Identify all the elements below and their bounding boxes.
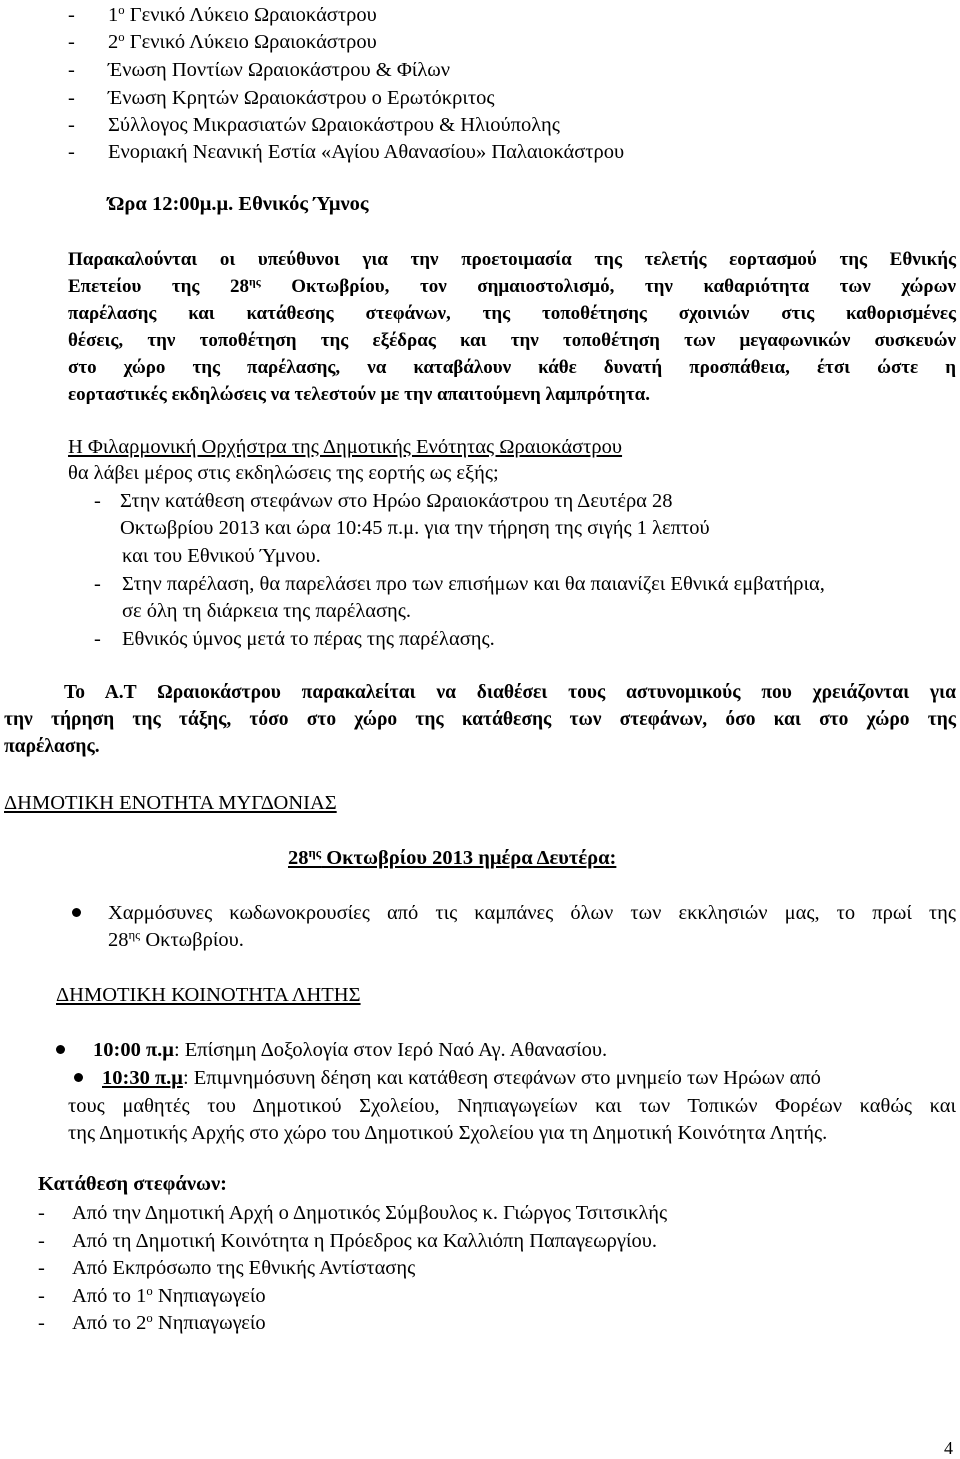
list-item: - Από την Δημοτική Αρχή ο Δημοτικός Σύμβουλος κ. Γιώργος Τσιτσικλής	[38, 1202, 668, 1224]
list-item: - Από τη Δημοτική Κοινότητα η Πρόεδρος κα Καλλιόπη Παπαγεωργίου.	[38, 1230, 657, 1252]
mygdonia-heading: ΔΗΜΟΤΙΚΗ ΕΝΟΤΗΤΑ ΜΥΓΔΟΝΙΑΣ	[4, 792, 337, 814]
list-item: - Από Εκπρόσωπο της Εθνικής Αντίστασης	[38, 1257, 416, 1279]
bullet-icon	[74, 1073, 83, 1082]
litis-item: 10:30 π.μ: Επιμνημόσυνη δέηση και κατάθεση στεφάνων στο μνημείο των Ηρώων από	[102, 1067, 821, 1089]
list-item: - Από το $1^o$ Νηπιαγωγείο	[38, 1284, 266, 1307]
orchestra-heading: Η Φιλαρμονική Ορχήστρα της Δημοτικής Ενότητας Ωραιοκάστρου	[68, 436, 623, 458]
wreaths-heading: Κατάθεση στεφάνων:	[38, 1173, 227, 1195]
list-item: - $1^o$ Γενικό Λύκειο Ωραιοκάστρου	[68, 3, 377, 26]
bullet-icon	[56, 1045, 65, 1054]
litis-heading: ΔΗΜΟΤΙΚΗ ΚΟΙΝΟΤΗΤΑ ΛΗΤΗΣ	[56, 984, 361, 1006]
page-number: 4	[944, 1438, 953, 1458]
list-item: - Ένωση Κρητών Ωραιοκάστρου ο Ερωτόκριτος	[68, 87, 495, 109]
list-item: - Από το $2^o$ Νηπιαγωγείο	[38, 1311, 266, 1334]
litis-item: 10:00 π.μ: Επίσημη Δοξολογία στον Ιερό Ναό Αγ. Αθανασίου.	[93, 1039, 608, 1061]
list-item: - Ενοριακή Νεανική Εστία «Αγίου Αθανασίου» Παλαιοκάστρου	[68, 141, 625, 163]
list-item: - $2^o$ Γενικό Λύκειο Ωραιοκάστρου	[68, 30, 377, 53]
bullet-icon	[72, 908, 81, 917]
anthem-time: Ώρα 12:00μ.μ. Εθνικός Ύμνος	[108, 193, 369, 215]
list-item: - Ένωση Ποντίων Ωραιοκάστρου & Φίλων	[68, 59, 451, 81]
mygdonia-date: $28^{\eta\varsigma}$ Οκτωβρίου 2013 ημέρα Δευτέρα:	[288, 846, 617, 869]
list-item: - Σύλλογος Μικρασιατών Ωραιοκάστρου & Ηλιούπολης	[68, 114, 560, 136]
